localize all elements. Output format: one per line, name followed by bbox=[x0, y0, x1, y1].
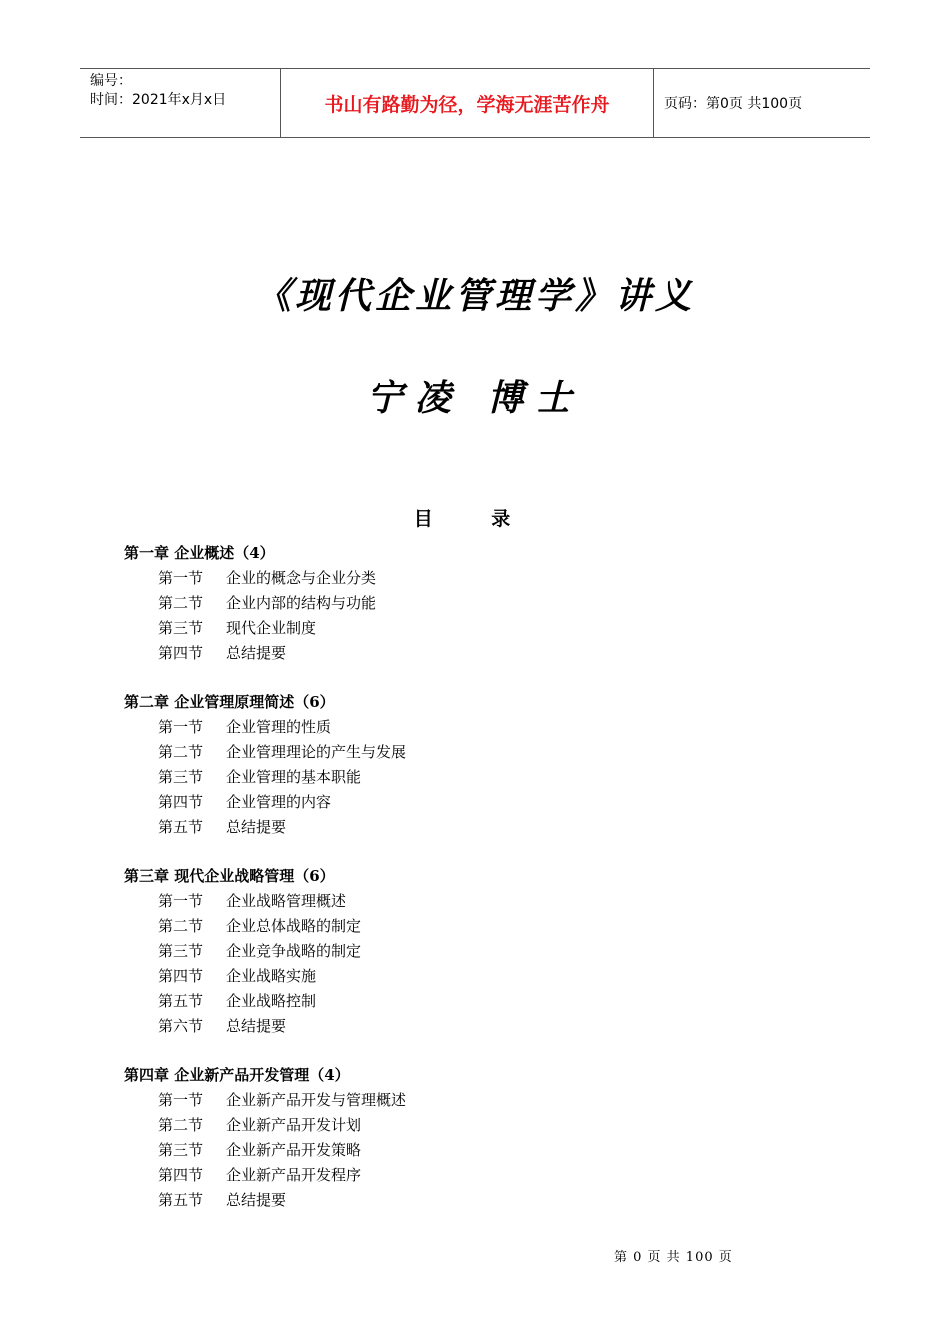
section-item bbox=[124, 1163, 824, 1188]
section-title: 企业战略实施 bbox=[226, 967, 317, 985]
section-item bbox=[124, 740, 824, 765]
section-item bbox=[124, 1014, 824, 1039]
section-title: 企业管理的内容 bbox=[226, 793, 332, 811]
table-of-contents bbox=[124, 541, 824, 1237]
section-number: 第五节 bbox=[158, 992, 204, 1010]
section-item bbox=[124, 790, 824, 815]
serial-label: 编号： bbox=[90, 73, 132, 89]
section-number: 第二节 bbox=[158, 917, 204, 935]
section-number: 第五节 bbox=[158, 1191, 204, 1209]
chapter-block bbox=[124, 690, 824, 840]
section-title: 企业新产品开发策略 bbox=[226, 1141, 362, 1159]
section-title: 总结提要 bbox=[226, 644, 287, 662]
section-item bbox=[124, 616, 824, 641]
section-title: 企业竞争战略的制定 bbox=[226, 942, 362, 960]
section-title: 企业新产品开发与管理概述 bbox=[226, 1091, 407, 1109]
section-item bbox=[124, 964, 824, 989]
chapter-title: 第一章 企业概述（4） bbox=[124, 544, 275, 562]
section-title: 企业新产品开发程序 bbox=[226, 1166, 362, 1184]
section-title: 企业管理的性质 bbox=[226, 718, 332, 736]
section-title: 总结提要 bbox=[226, 1191, 287, 1209]
section-number: 第四节 bbox=[158, 644, 204, 662]
page-header bbox=[80, 68, 870, 138]
section-title: 总结提要 bbox=[226, 1017, 287, 1035]
section-item bbox=[124, 889, 824, 914]
chapter-block bbox=[124, 541, 824, 666]
section-item bbox=[124, 566, 824, 591]
chapter-title: 第二章 企业管理原理简述（6） bbox=[124, 693, 335, 711]
section-title: 现代企业制度 bbox=[226, 619, 317, 637]
chapter-title: 第四章 企业新产品开发管理（4） bbox=[124, 1066, 350, 1084]
section-number: 第二节 bbox=[158, 743, 204, 761]
section-number: 第四节 bbox=[158, 967, 204, 985]
section-item bbox=[124, 1113, 824, 1138]
section-number: 第一节 bbox=[158, 892, 204, 910]
section-title: 企业战略管理概述 bbox=[226, 892, 347, 910]
document-title: 《现代企业管理学》讲义 bbox=[254, 275, 695, 317]
section-number: 第五节 bbox=[158, 818, 204, 836]
section-item bbox=[124, 715, 824, 740]
section-number: 第二节 bbox=[158, 594, 204, 612]
section-item bbox=[124, 765, 824, 790]
section-title: 企业的概念与企业分类 bbox=[226, 569, 377, 587]
section-number: 第一节 bbox=[158, 1091, 204, 1109]
section-item bbox=[124, 914, 824, 939]
section-number: 第一节 bbox=[158, 718, 204, 736]
toc-heading: 目 录 bbox=[413, 508, 537, 530]
section-title: 企业管理理论的产生与发展 bbox=[226, 743, 407, 761]
section-item bbox=[124, 1138, 824, 1163]
page-footer: 第 0 页 共 100 页 bbox=[614, 1250, 733, 1265]
section-number: 第三节 bbox=[158, 768, 204, 786]
header-meta bbox=[80, 69, 281, 137]
section-item bbox=[124, 815, 824, 840]
section-number: 第三节 bbox=[158, 1141, 204, 1159]
section-title: 企业内部的结构与功能 bbox=[226, 594, 377, 612]
section-item bbox=[124, 939, 824, 964]
section-title: 总结提要 bbox=[226, 818, 287, 836]
chapter-block bbox=[124, 864, 824, 1039]
section-title: 企业新产品开发计划 bbox=[226, 1116, 362, 1134]
section-item bbox=[124, 1188, 824, 1213]
header-motto: 书山有路勤为径，学海无涯苦作舟 bbox=[281, 69, 654, 137]
section-item bbox=[124, 641, 824, 666]
section-title: 企业管理的基本职能 bbox=[226, 768, 362, 786]
time-label: 时间：2021年x月x日 bbox=[90, 92, 227, 108]
section-item bbox=[124, 989, 824, 1014]
document-author: 宁凌 博士 bbox=[366, 377, 584, 419]
section-number: 第四节 bbox=[158, 1166, 204, 1184]
section-number: 第一节 bbox=[158, 569, 204, 587]
section-item bbox=[124, 591, 824, 616]
section-number: 第二节 bbox=[158, 1116, 204, 1134]
chapter-title: 第三章 现代企业战略管理（6） bbox=[124, 867, 335, 885]
section-number: 第六节 bbox=[158, 1017, 204, 1035]
section-number: 第三节 bbox=[158, 619, 204, 637]
chapter-block bbox=[124, 1063, 824, 1213]
section-item bbox=[124, 1088, 824, 1113]
section-number: 第四节 bbox=[158, 793, 204, 811]
header-page-label: 页码：第0页 共100页 bbox=[664, 96, 803, 112]
section-title: 企业战略控制 bbox=[226, 992, 317, 1010]
section-number: 第三节 bbox=[158, 942, 204, 960]
section-title: 企业总体战略的制定 bbox=[226, 917, 362, 935]
